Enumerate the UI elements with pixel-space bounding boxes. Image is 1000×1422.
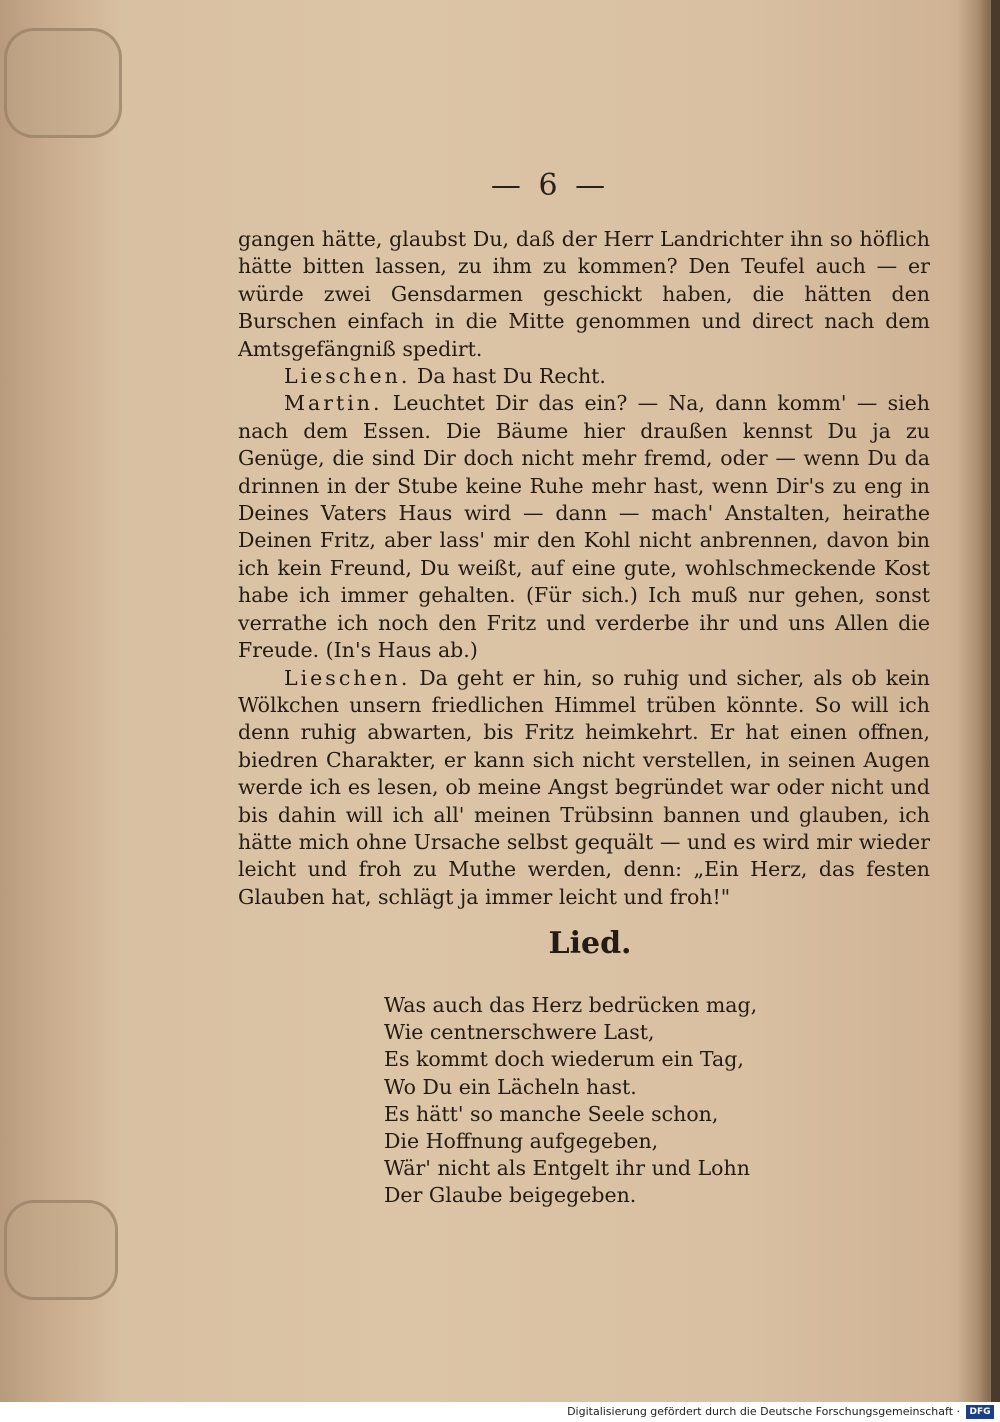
verse-line: Was auch das Herz bedrücken mag,	[384, 993, 758, 1017]
verse-line: Die Hoffnung aufgegeben,	[384, 1129, 659, 1154]
funding-notice: Digitalisierung gefördert durch die Deutsche Forschungsgemeinschaft ·	[567, 1405, 960, 1418]
prose-block	[238, 226, 930, 911]
verse-line: Wär' nicht als Entgelt ihr und Lohn	[384, 1156, 750, 1181]
verse-line: Es hätt' so manche Seele schon,	[384, 1101, 719, 1126]
verse-line: Wie centnerschwere Last,	[384, 1020, 655, 1045]
speaker-name: Lieschen.	[284, 364, 411, 389]
song-verse	[384, 992, 804, 1210]
dialogue-lieschen-2	[238, 665, 930, 912]
verse-line: Der Glaube beigegeben.	[384, 1183, 637, 1208]
speaker-name: Lieschen.	[284, 665, 411, 690]
dfg-logo: DFG	[966, 1405, 994, 1419]
paragraph-continuation: gangen hätte, glaubst Du, daß der Herr Landrichter ihn so höflich hätte bitten lassen, zu ihm zu kommen? Den Teufel auch — er würde zwei Gensdarmen geschickt haben, die hätten den Burschen einfach in die Mitte genommen und direct nach dem Amtsgefängniß spedirt.	[238, 227, 930, 361]
digitization-footer	[0, 1402, 1000, 1422]
tape-mark-bottom	[4, 1200, 118, 1300]
page-binding	[0, 0, 120, 1402]
page-number: — 6 —	[490, 168, 610, 203]
page-edge-shadow	[958, 0, 990, 1402]
tape-mark-top	[4, 28, 122, 138]
dialogue-text: Leuchtet Dir das ein? — Na, dann komm' — sieh nach dem Essen. Die Bäume hier draußen kennst Du ja zu Genüge, die sind Dir doch nicht mehr fremd, oder — wenn Du da drinnen in der Stube keine Ruhe mehr hast, wenn Dir's zu eng in Deines Vaters Haus wird — dann — mach' Anstalten, heirathe Deinen Fritz, aber lass' mir den Kohl nicht anbrennen, davon bin ich kein Freund, Du weißt, auf eine gute, wohlschmeckende Kost habe ich immer gehalten. (Für sich.) Ich muß nur gehen, sonst verrathe ich noch den Fritz und verderbe ihr und uns Allen die Freude. (In's Haus ab.)	[238, 391, 930, 663]
dialogue-martin	[238, 390, 930, 664]
verse-line: Wo Du ein Lächeln hast.	[384, 1074, 637, 1099]
dialogue-text: Da hast Du Recht.	[416, 364, 606, 389]
dialogue-lieschen-1	[238, 363, 930, 390]
dialogue-text: Da geht er hin, so ruhig und sicher, als ob kein Wölkchen unsern friedlichen Himmel trüben könnte. So will ich denn ruhig abwarten, bis Fritz heimkehrt. Er hat einen offnen, biedren Charakter, er kann sich nicht verstellen, in seinen Augen werde ich es lesen, ob meine Angst begründet war oder nicht und bis dahin will ich all' meinen Trübsinn bannen und glauben, ich hätte mich ohne Ursache selbst gequält — und es wird mir wieder leicht und froh zu Muthe werden, denn: „Ein Herz, das festen Glauben hat, schlägt ja immer leicht und froh!"	[238, 665, 930, 909]
speaker-name: Martin.	[284, 391, 383, 416]
verse-line: Es kommt doch wiederum ein Tag,	[384, 1047, 744, 1072]
song-title: Lied.	[548, 926, 632, 961]
